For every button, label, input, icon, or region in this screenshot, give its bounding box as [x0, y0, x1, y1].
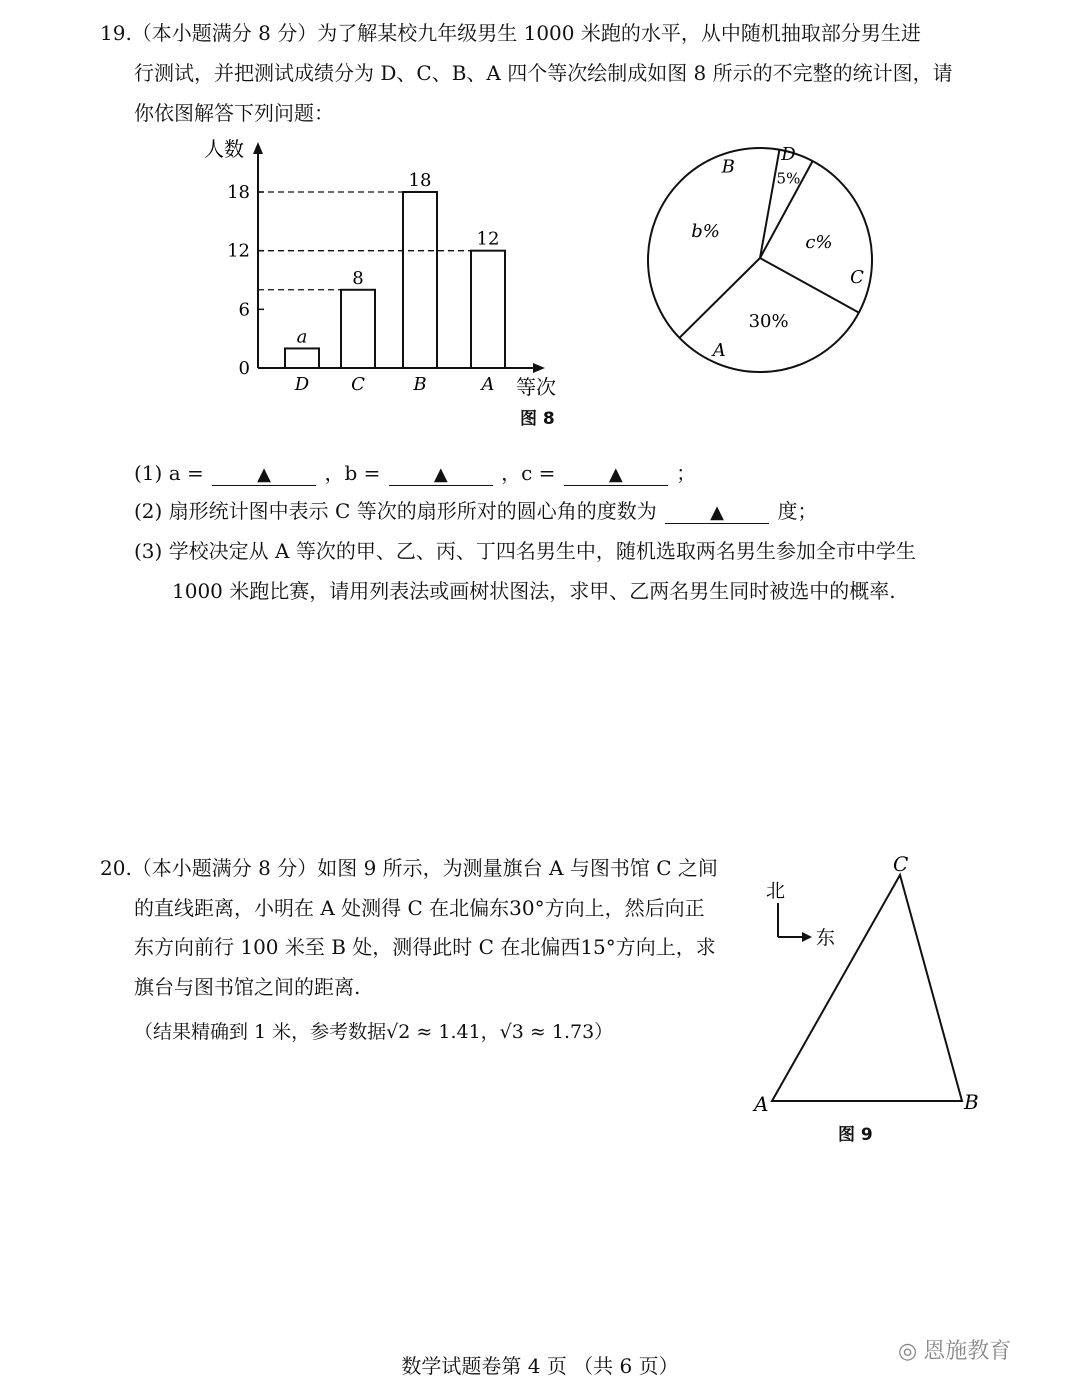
sub1-b-label: ，b = — [324, 461, 381, 485]
bar-data-label-B: 18 — [408, 170, 432, 191]
pie-chart — [640, 140, 880, 380]
x-axis-label: 等次 — [516, 375, 556, 399]
y-tick-label: 12 — [227, 240, 250, 262]
compass-north-label: 北 — [766, 880, 786, 902]
y-tick-label: 0 — [238, 358, 250, 379]
x-axis-arrow-icon — [533, 363, 545, 373]
q19-sub3-line-2: 1000 米跑比赛，请用列表法或画树状图法，求甲、乙两名男生同时被选中的概率. — [172, 579, 896, 603]
answer-blank-b[interactable]: ▲ — [389, 465, 493, 486]
bar-chart — [190, 130, 570, 410]
q19-line-1: 19.（本小题满分 8 分）为了解某校九年级男生 1000 米跑的水平，从中随机抽取部分男生进 — [100, 21, 921, 45]
y-axis-arrow-icon — [253, 142, 263, 154]
y-axis-label: 人数 — [204, 137, 244, 161]
watermark — [898, 1334, 1011, 1365]
q20-line-2: 的直线距离，小明在 A 处测得 C 在北偏东30°方向上，然后向正 — [134, 896, 705, 920]
q20-note: （结果精确到 1 米，参考数据√2 ≈ 1.41，√3 ≈ 1.73） — [134, 1021, 614, 1043]
q19-sub2 — [134, 498, 817, 524]
bar-data-label-A: 12 — [476, 228, 500, 250]
sub1-c-label: ，c = — [501, 461, 556, 485]
compass-icon — [778, 903, 812, 942]
bar-A — [471, 251, 505, 368]
triangle-diagram — [740, 845, 1000, 1135]
q19-line-3: 你依图解答下列问题： — [134, 101, 334, 125]
pie-value-label-C: c% — [805, 231, 833, 253]
pie-slice-label-A: A — [712, 339, 726, 361]
q19-sub3-line-1: (3) 学校决定从 A 等次的甲、乙、丙、丁四名男生中，随机选取两名男生参加全市中学生 — [134, 539, 916, 563]
y-tick-label: 6 — [238, 299, 250, 321]
sub1-a-label: (1) a = — [134, 461, 204, 485]
point-label-b: B — [964, 1090, 979, 1114]
sub2-text: (2) 扇形统计图中表示 C 等次的扇形所对的圆心角的度数为 — [134, 499, 657, 523]
figure-8-caption: 图 8 — [520, 409, 555, 429]
bar-D — [285, 348, 319, 368]
figure-9-caption: 图 9 — [838, 1125, 873, 1145]
point-label-c: C — [893, 852, 909, 876]
answer-blank-a[interactable]: ▲ — [212, 465, 316, 486]
bar-B — [403, 192, 437, 368]
pie-value-label-B: b% — [691, 221, 720, 243]
pie-outline — [648, 148, 872, 372]
x-tick-label-D: D — [294, 374, 310, 395]
watermark-text: 恩施教育 — [923, 1339, 1012, 1364]
q19-line-2: 行测试，并把测试成绩分为 D、C、B、A 四个等次绘制成如图 8 所示的不完整的统计图，请 — [134, 61, 953, 85]
y-tick-label: 18 — [227, 182, 250, 203]
bar-data-label-D: a — [296, 326, 308, 348]
sub1-end: ； — [676, 461, 697, 485]
answer-blank-angle[interactable]: ▲ — [665, 503, 769, 524]
pie-value-label-A: 30% — [748, 311, 789, 333]
pie-slice-label-D: D — [781, 143, 796, 165]
q20-line-1: 20.（本小题满分 8 分）如图 9 所示，为测量旗台 A 与图书馆 C 之间 — [100, 856, 718, 880]
q19-sub1 — [134, 460, 696, 486]
page-footer: 数学试题卷第 4 页 （共 6 页） — [401, 1354, 679, 1378]
x-tick-label-A: A — [481, 374, 495, 395]
sub2-unit: 度； — [777, 499, 818, 523]
wechat-icon: ◎ — [898, 1339, 918, 1364]
point-label-a: A — [754, 1092, 769, 1116]
bar-C — [341, 290, 375, 368]
bar-data-label-C: 8 — [352, 267, 364, 289]
x-tick-label-B: B — [413, 374, 427, 395]
triangle-abc — [772, 875, 962, 1101]
x-tick-label-C: C — [351, 374, 365, 395]
pie-slice-label-B: B — [721, 156, 735, 178]
pie-value-label-D: 5% — [776, 169, 801, 188]
q20-line-3: 东方向前行 100 米至 B 处，测得此时 C 在北偏西15°方向上，求 — [134, 935, 716, 959]
compass-east-label: 东 — [816, 927, 836, 949]
answer-blank-c[interactable]: ▲ — [564, 465, 668, 486]
q20-line-4: 旗台与图书馆之间的距离. — [134, 975, 361, 999]
pie-slice-label-C: C — [850, 267, 864, 289]
